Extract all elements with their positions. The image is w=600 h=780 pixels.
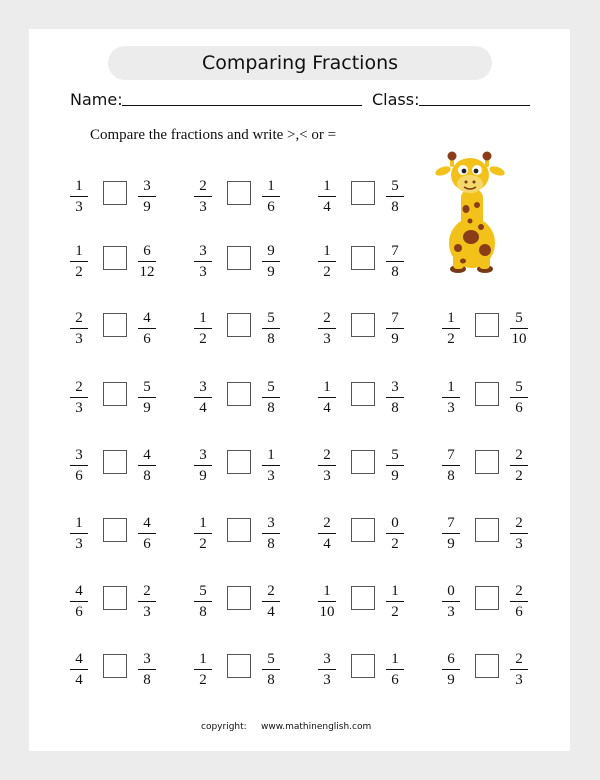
denominator: 4 — [323, 536, 331, 552]
denominator: 3 — [75, 400, 83, 416]
answer-box[interactable] — [227, 313, 251, 337]
fraction-left — [69, 242, 89, 282]
denominator: 3 — [323, 331, 331, 347]
fraction-left — [69, 582, 89, 622]
numerator: 2 — [75, 379, 83, 395]
numerator: 6 — [143, 243, 151, 259]
fraction-right — [137, 650, 157, 690]
fraction-bar — [194, 601, 212, 602]
fraction-bar — [138, 669, 156, 670]
fraction-bar — [138, 196, 156, 197]
numerator: 2 — [515, 583, 523, 599]
worksheet-page — [29, 29, 570, 751]
fraction-left — [441, 582, 461, 622]
numerator: 1 — [323, 178, 331, 194]
denominator: 3 — [143, 604, 151, 620]
fraction-right — [509, 446, 529, 486]
numerator: 7 — [391, 243, 399, 259]
denominator: 9 — [391, 331, 399, 347]
fraction-left — [69, 177, 89, 217]
fraction-bar — [138, 261, 156, 262]
fraction-left — [69, 446, 89, 486]
denominator: 8 — [391, 264, 399, 280]
numerator: 3 — [199, 379, 207, 395]
fraction-bar — [194, 196, 212, 197]
fraction-right — [385, 446, 405, 486]
numerator: 1 — [267, 447, 275, 463]
fraction-bar — [70, 196, 88, 197]
numerator: 4 — [143, 310, 151, 326]
instructions: Compare the fractions and write >,< or = — [90, 127, 337, 143]
denominator: 9 — [447, 536, 455, 552]
answer-box[interactable] — [103, 518, 127, 542]
fraction-bar — [262, 196, 280, 197]
fraction-bar — [510, 465, 528, 466]
denominator: 9 — [199, 468, 207, 484]
numerator: 2 — [323, 447, 331, 463]
numerator: 5 — [515, 379, 523, 395]
fraction-bar — [318, 397, 336, 398]
numerator: 5 — [515, 310, 523, 326]
denominator: 6 — [75, 468, 83, 484]
fraction-bar — [318, 533, 336, 534]
numerator: 2 — [515, 515, 523, 531]
numerator: 3 — [267, 515, 275, 531]
denominator: 8 — [267, 536, 275, 552]
fraction-left — [441, 446, 461, 486]
denominator: 3 — [323, 672, 331, 688]
denominator: 6 — [515, 400, 523, 416]
fraction-bar — [262, 601, 280, 602]
numerator: 7 — [391, 310, 399, 326]
fraction-bar — [386, 196, 404, 197]
numerator: 5 — [143, 379, 151, 395]
denominator: 8 — [199, 604, 207, 620]
numerator: 9 — [267, 243, 275, 259]
numerator: 4 — [75, 651, 83, 667]
denominator: 3 — [515, 536, 523, 552]
numerator: 3 — [143, 178, 151, 194]
denominator: 4 — [199, 400, 207, 416]
denominator: 3 — [75, 199, 83, 215]
fraction-bar — [138, 601, 156, 602]
fraction-right — [137, 177, 157, 217]
numerator: 1 — [323, 583, 331, 599]
fraction-bar — [386, 328, 404, 329]
fraction-bar — [70, 669, 88, 670]
numerator: 5 — [267, 310, 275, 326]
fraction-bar — [318, 196, 336, 197]
fraction-bar — [386, 261, 404, 262]
denominator: 3 — [515, 672, 523, 688]
answer-box[interactable] — [227, 181, 251, 205]
numerator: 5 — [391, 447, 399, 463]
numerator: 0 — [447, 583, 455, 599]
fraction-bar — [442, 397, 460, 398]
fraction-left — [317, 650, 337, 690]
numerator: 4 — [75, 583, 83, 599]
answer-box[interactable] — [103, 586, 127, 610]
name-label: Name: — [70, 90, 123, 109]
answer-box[interactable] — [227, 518, 251, 542]
answer-box[interactable] — [351, 382, 375, 406]
numerator: 1 — [199, 310, 207, 326]
denominator: 2 — [391, 536, 399, 552]
denominator: 2 — [75, 264, 83, 280]
answer-box[interactable] — [351, 450, 375, 474]
denominator: 8 — [391, 199, 399, 215]
fraction-right — [385, 177, 405, 217]
fraction-bar — [510, 533, 528, 534]
numerator: 5 — [199, 583, 207, 599]
fraction-bar — [194, 261, 212, 262]
answer-box[interactable] — [103, 181, 127, 205]
denominator: 9 — [391, 468, 399, 484]
answer-box[interactable] — [475, 654, 499, 678]
numerator: 0 — [391, 515, 399, 531]
fraction-bar — [262, 669, 280, 670]
answer-box[interactable] — [475, 518, 499, 542]
fraction-bar — [70, 465, 88, 466]
fraction-left — [441, 650, 461, 690]
fraction-bar — [194, 328, 212, 329]
answer-box[interactable] — [227, 382, 251, 406]
answer-box[interactable] — [475, 586, 499, 610]
fraction-left — [317, 378, 337, 418]
fraction-bar — [262, 533, 280, 534]
fraction-bar — [386, 669, 404, 670]
numerator: 5 — [391, 178, 399, 194]
numerator: 3 — [143, 651, 151, 667]
fraction-bar — [194, 397, 212, 398]
fraction-left — [193, 514, 213, 554]
denominator: 8 — [267, 672, 275, 688]
fraction-left — [193, 650, 213, 690]
worksheet-title: Comparing Fractions — [108, 46, 492, 80]
numerator: 4 — [143, 447, 151, 463]
answer-box[interactable] — [103, 246, 127, 270]
denominator: 4 — [75, 672, 83, 688]
denominator: 2 — [199, 536, 207, 552]
numerator: 4 — [143, 515, 151, 531]
fraction-bar — [70, 533, 88, 534]
fraction-right — [261, 309, 281, 349]
fraction-right — [509, 309, 529, 349]
denominator: 9 — [143, 199, 151, 215]
fraction-bar — [510, 669, 528, 670]
name-field[interactable] — [122, 105, 362, 106]
fraction-right — [509, 650, 529, 690]
fraction-bar — [194, 465, 212, 466]
denominator: 8 — [447, 468, 455, 484]
fraction-left — [69, 378, 89, 418]
denominator: 2 — [391, 604, 399, 620]
denominator: 3 — [75, 331, 83, 347]
denominator: 6 — [143, 331, 151, 347]
numerator: 3 — [199, 447, 207, 463]
fraction-right — [261, 582, 281, 622]
denominator: 6 — [267, 199, 275, 215]
fraction-right — [385, 650, 405, 690]
fraction-bar — [70, 261, 88, 262]
denominator: 3 — [447, 604, 455, 620]
fraction-left — [317, 446, 337, 486]
fraction-right — [137, 378, 157, 418]
fraction-bar — [442, 601, 460, 602]
answer-box[interactable] — [475, 313, 499, 337]
answer-box[interactable] — [475, 382, 499, 406]
fraction-right — [261, 514, 281, 554]
answer-box[interactable] — [351, 654, 375, 678]
numerator: 2 — [323, 515, 331, 531]
numerator: 5 — [267, 651, 275, 667]
fraction-bar — [262, 261, 280, 262]
fraction-bar — [194, 533, 212, 534]
fraction-left — [441, 309, 461, 349]
numerator: 1 — [323, 379, 331, 395]
numerator: 1 — [323, 243, 331, 259]
numerator: 3 — [391, 379, 399, 395]
fraction-bar — [70, 601, 88, 602]
class-field[interactable] — [419, 105, 530, 106]
fraction-bar — [386, 465, 404, 466]
denominator: 2 — [515, 468, 523, 484]
fraction-left — [317, 514, 337, 554]
fraction-left — [193, 378, 213, 418]
fraction-bar — [442, 669, 460, 670]
fraction-bar — [318, 261, 336, 262]
numerator: 2 — [323, 310, 331, 326]
fraction-bar — [318, 669, 336, 670]
fraction-right — [261, 446, 281, 486]
fraction-left — [317, 582, 337, 622]
fraction-bar — [510, 601, 528, 602]
numerator: 3 — [75, 447, 83, 463]
answer-box[interactable] — [227, 450, 251, 474]
fraction-bar — [510, 328, 528, 329]
answer-box[interactable] — [351, 246, 375, 270]
fraction-bar — [70, 397, 88, 398]
fraction-right — [385, 242, 405, 282]
numerator: 5 — [267, 379, 275, 395]
fraction-bar — [510, 397, 528, 398]
fraction-right — [509, 378, 529, 418]
fraction-right — [261, 378, 281, 418]
fraction-bar — [318, 601, 336, 602]
denominator: 6 — [75, 604, 83, 620]
denominator: 8 — [391, 400, 399, 416]
copyright — [201, 722, 371, 732]
numerator: 3 — [323, 651, 331, 667]
fraction-left — [69, 514, 89, 554]
answer-box[interactable] — [103, 450, 127, 474]
fraction-bar — [442, 465, 460, 466]
denominator: 10 — [511, 331, 527, 347]
fraction-left — [69, 309, 89, 349]
answer-box[interactable] — [351, 313, 375, 337]
fraction-right — [137, 309, 157, 349]
answer-box[interactable] — [475, 450, 499, 474]
fraction-left — [193, 177, 213, 217]
numerator: 7 — [447, 447, 455, 463]
fraction-bar — [70, 328, 88, 329]
denominator: 12 — [139, 264, 155, 280]
numerator: 2 — [267, 583, 275, 599]
fraction-bar — [262, 328, 280, 329]
numerator: 6 — [447, 651, 455, 667]
denominator: 9 — [143, 400, 151, 416]
fraction-left — [193, 582, 213, 622]
fraction-bar — [138, 328, 156, 329]
numerator: 1 — [199, 515, 207, 531]
answer-box[interactable] — [351, 181, 375, 205]
answer-box[interactable] — [227, 586, 251, 610]
denominator: 2 — [323, 264, 331, 280]
numerator: 1 — [75, 515, 83, 531]
fraction-right — [385, 582, 405, 622]
fraction-left — [193, 309, 213, 349]
denominator: 6 — [515, 604, 523, 620]
answer-box[interactable] — [103, 654, 127, 678]
answer-box[interactable] — [103, 382, 127, 406]
denominator: 3 — [323, 468, 331, 484]
numerator: 1 — [199, 651, 207, 667]
fraction-bar — [442, 533, 460, 534]
denominator: 3 — [447, 400, 455, 416]
fraction-left — [317, 177, 337, 217]
fraction-bar — [138, 533, 156, 534]
answer-box[interactable] — [103, 313, 127, 337]
denominator: 4 — [323, 199, 331, 215]
fraction-right — [137, 514, 157, 554]
numerator: 1 — [391, 651, 399, 667]
denominator: 9 — [447, 672, 455, 688]
denominator: 8 — [143, 468, 151, 484]
fraction-bar — [386, 397, 404, 398]
denominator: 10 — [319, 604, 335, 620]
denominator: 2 — [199, 672, 207, 688]
fraction-bar — [318, 465, 336, 466]
numerator: 1 — [447, 310, 455, 326]
fraction-left — [317, 309, 337, 349]
fraction-left — [441, 514, 461, 554]
fraction-right — [137, 582, 157, 622]
fraction-bar — [386, 601, 404, 602]
numerator: 1 — [75, 178, 83, 194]
fraction-right — [509, 514, 529, 554]
numerator: 3 — [199, 243, 207, 259]
fraction-right — [509, 582, 529, 622]
copyright-label: copyright: — [201, 722, 247, 732]
fraction-bar — [138, 397, 156, 398]
answer-box[interactable] — [227, 246, 251, 270]
fraction-right — [385, 378, 405, 418]
fraction-bar — [386, 533, 404, 534]
denominator: 4 — [267, 604, 275, 620]
denominator: 2 — [447, 331, 455, 347]
fraction-right — [385, 309, 405, 349]
fraction-left — [69, 650, 89, 690]
answer-box[interactable] — [227, 654, 251, 678]
numerator: 1 — [267, 178, 275, 194]
numerator: 2 — [515, 651, 523, 667]
fraction-bar — [318, 328, 336, 329]
fraction-left — [193, 242, 213, 282]
denominator: 3 — [267, 468, 275, 484]
numerator: 1 — [391, 583, 399, 599]
denominator: 8 — [267, 400, 275, 416]
fraction-right — [261, 177, 281, 217]
denominator: 3 — [75, 536, 83, 552]
copyright-site: www.mathinenglish.com — [261, 722, 372, 732]
fraction-bar — [262, 397, 280, 398]
denominator: 6 — [391, 672, 399, 688]
fraction-left — [441, 378, 461, 418]
numerator: 2 — [515, 447, 523, 463]
class-label: Class: — [372, 90, 420, 109]
numerator: 7 — [447, 515, 455, 531]
fraction-right — [137, 242, 157, 282]
fraction-left — [317, 242, 337, 282]
denominator: 9 — [267, 264, 275, 280]
fraction-right — [261, 242, 281, 282]
fraction-bar — [442, 328, 460, 329]
fraction-right — [137, 446, 157, 486]
numerator: 1 — [75, 243, 83, 259]
numerator: 2 — [199, 178, 207, 194]
numerator: 2 — [75, 310, 83, 326]
denominator: 3 — [199, 264, 207, 280]
fraction-bar — [262, 465, 280, 466]
denominator: 2 — [199, 331, 207, 347]
denominator: 4 — [323, 400, 331, 416]
fraction-right — [385, 514, 405, 554]
answer-box[interactable] — [351, 586, 375, 610]
fraction-bar — [138, 465, 156, 466]
denominator: 3 — [199, 199, 207, 215]
numerator: 2 — [143, 583, 151, 599]
denominator: 8 — [143, 672, 151, 688]
denominator: 8 — [267, 331, 275, 347]
fraction-bar — [194, 669, 212, 670]
fraction-right — [261, 650, 281, 690]
denominator: 6 — [143, 536, 151, 552]
giraffe-icon — [433, 149, 509, 275]
fraction-left — [193, 446, 213, 486]
answer-box[interactable] — [351, 518, 375, 542]
numerator: 1 — [447, 379, 455, 395]
